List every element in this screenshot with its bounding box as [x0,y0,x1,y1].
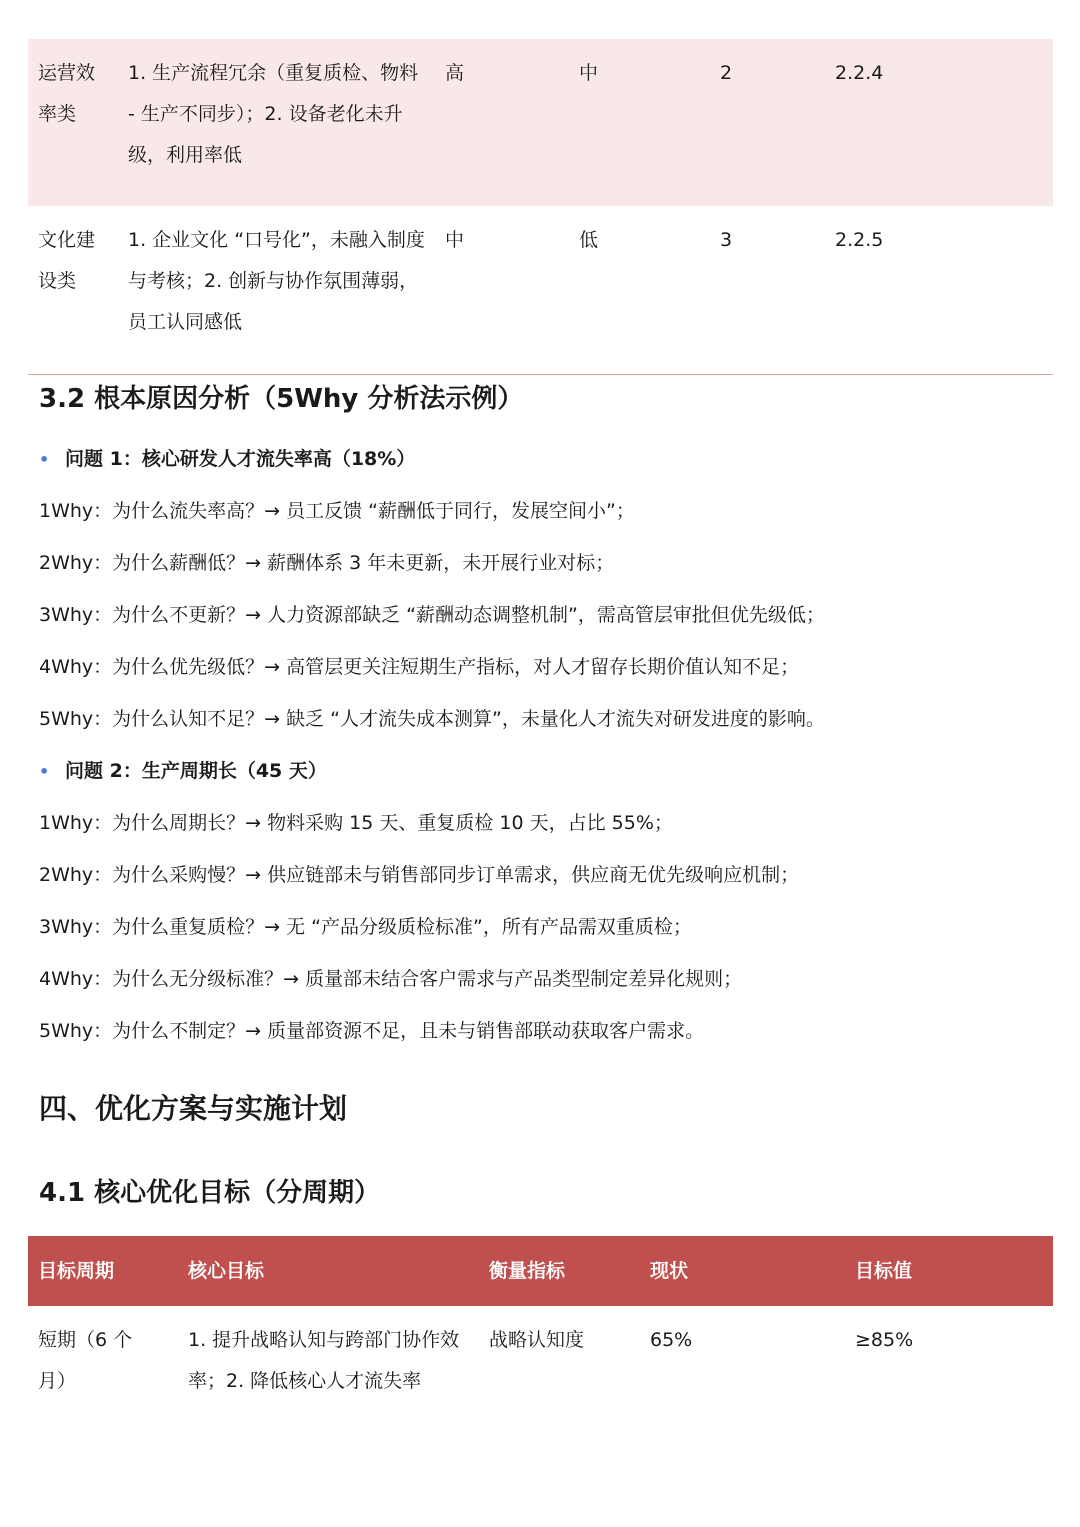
priority-cell: 3 [720,229,733,251]
issues-cell: 1. 生产流程冗余（重复质检、物料 - 生产不同步）；2. 设备老化未升级，利用率低 [128,62,419,166]
header-target: 目标值 [855,1260,913,1282]
goal-cell: 1. 提升战略认知与跨部门协作效率；2. 降低核心人才流失率 [188,1329,460,1392]
header-current: 现状 [650,1260,689,1282]
section-heading-4-1: 4.1 核心优化目标（分周期） [39,1178,381,1208]
table-header-row [28,1236,1053,1306]
why-line: 1Why：为什么周期长？→ 物料采购 15 天、重复质检 10 天，占比 55%； [39,812,673,834]
urgency-cell: 低 [579,229,599,251]
target-cell: ≥85% [855,1329,914,1351]
why-line: 4Why：为什么无分级标准？→ 质量部未结合客户需求与产品类型制定差异化规则； [39,968,743,990]
reference-cell: 2.2.4 [835,62,884,84]
issues-cell: 1. 企业文化 “口号化”，未融入制度与考核；2. 创新与协作氛围薄弱，员工认同感低 [128,229,425,333]
header-period: 目标周期 [38,1260,115,1282]
table-row [28,39,1053,206]
impact-cell: 中 [445,229,465,251]
why-line: 2Why：为什么采购慢？→ 供应链部未与销售部同步订单需求，供应商无优先级响应机制； [39,864,800,886]
header-goal: 核心目标 [188,1260,265,1282]
problem-1-heading [39,444,415,475]
header-metric: 衡量指标 [489,1260,566,1282]
table-row [28,206,1053,375]
why-line: 3Why：为什么重复质检？→ 无 “产品分级质检标准”，所有产品需双重质检； [39,916,692,938]
metric-cell: 战略认知度 [489,1329,585,1351]
why-line: 2Why：为什么薪酬低？→ 薪酬体系 3 年未更新，未开展行业对标； [39,552,615,574]
reference-cell: 2.2.5 [835,229,884,251]
current-cell: 65% [650,1329,693,1351]
optimization-goals-table [28,1236,1053,1490]
period-cell: 短期（6 个月） [38,1329,133,1392]
priority-cell: 2 [720,62,733,84]
why-line: 5Why：为什么认知不足？→ 缺乏 “人才流失成本测算”，未量化人才流失对研发进度的影响。 [39,708,825,730]
problem-title: 问题 2：生产周期长（45 天） [65,760,327,782]
issue-priority-table [28,39,1053,375]
why-line: 1Why：为什么流失率高？→ 员工反馈 “薪酬低于同行，发展空间小”； [39,500,635,522]
why-line: 5Why：为什么不制定？→ 质量部资源不足，且未与销售部联动获取客户需求。 [39,1020,705,1042]
urgency-cell: 中 [579,62,599,84]
problem-title: 问题 1：核心研发人才流失率高（18%） [65,448,416,470]
bullet-icon: • [39,450,50,469]
bullet-icon: • [39,762,50,781]
section-heading-4: 四、优化方案与实施计划 [39,1092,348,1125]
section-heading-3-2: 3.2 根本原因分析（5Why 分析法示例） [39,384,524,414]
why-line: 3Why：为什么不更新？→ 人力资源部缺乏 “薪酬动态调整机制”，需高管层审批但优先级低； [39,604,825,626]
why-line: 4Why：为什么优先级低？→ 高管层更关注短期生产指标，对人才留存长期价值认知不足； [39,656,800,678]
problem-2-heading [39,756,327,787]
table-row [28,1306,1053,1490]
category-cell: 文化建设类 [38,229,96,292]
impact-cell: 高 [445,62,465,84]
category-cell: 运营效率类 [38,62,96,125]
